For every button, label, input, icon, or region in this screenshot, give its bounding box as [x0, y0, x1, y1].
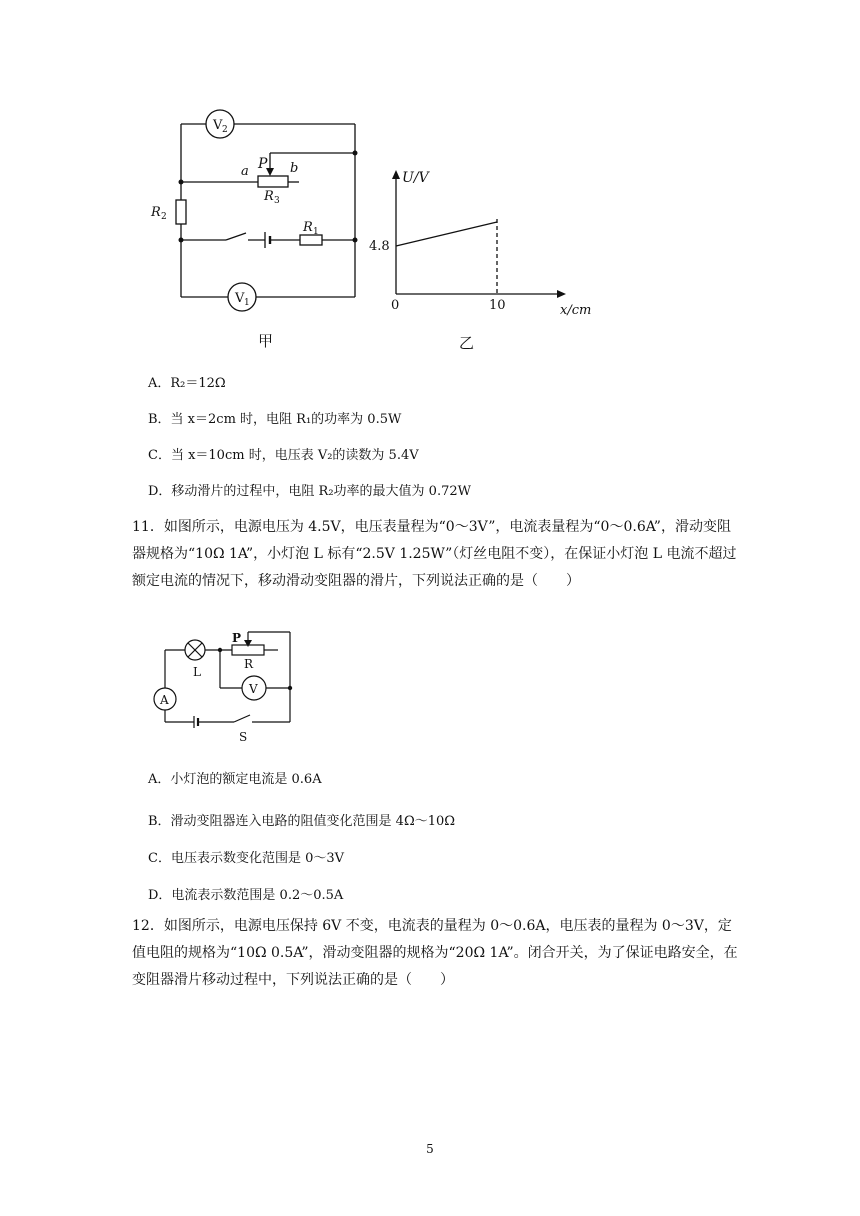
q11-option-d: D．电流表示数范围是 0.2～0.5A — [148, 888, 344, 903]
origin-label: 0 — [391, 298, 400, 313]
q10-option-a: A．R₂＝12Ω — [148, 376, 226, 391]
x-axis-arrow — [557, 290, 566, 298]
y-axis-label: U/V — [402, 170, 429, 186]
question-11-number: 11． — [132, 519, 164, 535]
r1-label: R — [303, 220, 313, 235]
question-11 — [132, 514, 742, 595]
data-series-line — [396, 222, 497, 246]
v2-label: V — [213, 118, 223, 133]
question-11-text: 如图所示，电源电压为 4.5V，电压表量程为“0～3V”，电流表量程为“0～0.6A”，滑动变阻器规格为“10Ω 1A”，小灯泡 L 标有“2.5V 1.25W”（灯丝电阻不变），在保证小灯泡 L 电流不超过额定电流的情况下，移动滑动变阻器的滑片，下列说法正确的是（ ） — [132, 519, 737, 589]
slider-p-label: P — [258, 156, 268, 172]
q11-ammeter-label: A — [160, 693, 169, 707]
question-12-number: 12． — [132, 918, 164, 934]
u-x-graph — [360, 160, 610, 320]
y-tick-label: 4.8 — [369, 239, 390, 254]
x-axis-label: x/cm — [560, 303, 592, 318]
r3-label: R — [264, 189, 274, 204]
q11-lamp-label: L — [193, 665, 201, 679]
q11-voltmeter-label: V — [249, 682, 258, 696]
q10-option-d: D．移动滑片的过程中，电阻 R₂功率的最大值为 0.72W — [148, 484, 471, 499]
circuit-diagram-jia — [140, 100, 380, 315]
q10-option-c: C．当 x＝10cm 时，电压表 V₂的读数为 5.4V — [148, 448, 419, 463]
question-12-text: 如图所示，电源电压保持 6V 不变，电流表的量程为 0～0.6A，电压表的量程为 0～3V，定值电阻的规格为“10Ω 0.5A”，滑动变阻器的规格为“20Ω 1A”。闭合开关，为了保证电路安全，在变阻器滑片移动过程中，下列说法正确的是（ ） — [132, 918, 738, 988]
q11-slider-p-label: P — [232, 631, 242, 645]
v1-label: V — [235, 291, 245, 306]
q11-option-b: B．滑动变阻器连入电路的阻值变化范围是 4Ω～10Ω — [148, 814, 456, 829]
question-12 — [132, 913, 742, 994]
q10-option-b: B．当 x＝2cm 时，电阻 R₁的功率为 0.5W — [148, 412, 402, 427]
v1-subscript: 1 — [244, 298, 250, 308]
terminal-a-label: a — [241, 164, 249, 179]
figure-caption-jia: 甲 — [258, 332, 274, 350]
x-tick-label: 10 — [489, 298, 506, 313]
r1-subscript: 1 — [313, 227, 319, 237]
v2-subscript: 2 — [222, 125, 228, 135]
r2-label: R — [151, 205, 161, 220]
figure-caption-yi: 乙 — [459, 334, 475, 352]
r2-subscript: 2 — [161, 212, 167, 222]
terminal-b-label: b — [290, 161, 299, 176]
circuit-diagram-q11 — [145, 625, 305, 745]
q11-option-c: C．电压表示数变化范围是 0～3V — [148, 851, 345, 866]
page-number: 5 — [426, 1142, 434, 1156]
y-axis-arrow — [392, 170, 400, 179]
q11-switch-label: S — [239, 730, 248, 744]
q11-rheostat-label: R — [244, 657, 254, 671]
q11-option-a: A．小灯泡的额定电流是 0.6A — [148, 772, 322, 787]
r3-subscript: 3 — [274, 196, 280, 206]
